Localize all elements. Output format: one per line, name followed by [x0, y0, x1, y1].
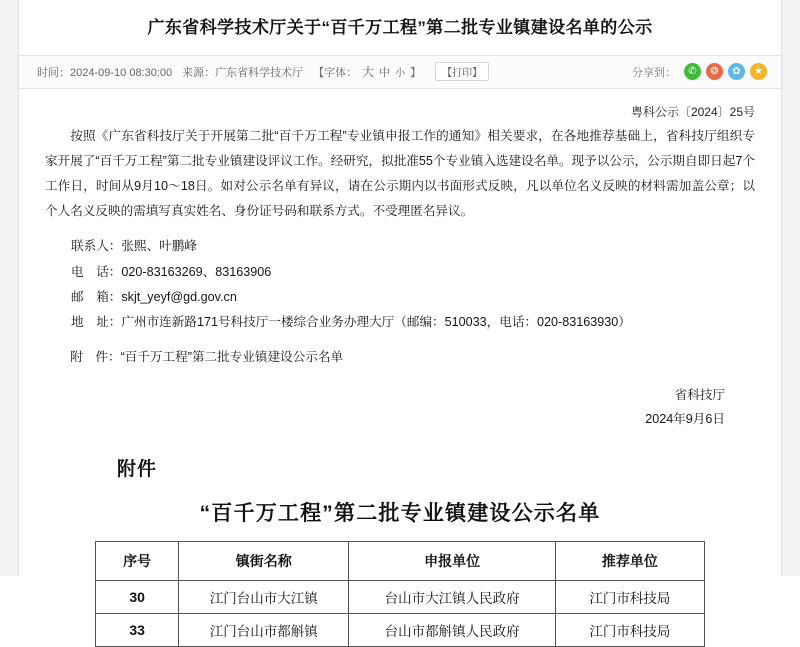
attachment-heading: 附件 [117, 459, 158, 481]
signature-date: 2024年9月6日 [645, 412, 725, 427]
cell-town: 江门台山市都斛镇 [179, 614, 349, 647]
font-size-prefix: 【字体： [313, 66, 358, 79]
cell-recommender: 江门市科技局 [555, 614, 704, 647]
body-paragraph: 按照《广东省科技厅关于开展第二批“百千万工程”专业镇申报工作的通知》相关要求，在各地推荐基础上，省科技厅组织专家开展了“百千万工程”第二批专业镇建设评议工作。经研究，拟批准55个专业镇入选建设名单。现予以公示，公示期自即日起7个工作日，时间从9月10～18日。如对公示名单有异议，请在公示期内以书面形式反映，凡以单位名义反映的材料需加盖公章；以个人名义反映的需填写真实姓名、身份证号码和联系方式。不受理匿名异议。 [45, 128, 755, 219]
column-header-applicant: 申报单位 [349, 542, 556, 581]
contact-person: 联系人：张熙、叶鹏峰 [71, 239, 197, 254]
column-header-town: 镇街名称 [179, 542, 349, 581]
left-page-margin [0, 0, 19, 576]
cell-recommender: 江门市科技局 [555, 581, 704, 614]
cell-no: 33 [96, 614, 179, 647]
meta-left-group [37, 62, 632, 81]
font-size-suffix: 】 [410, 66, 422, 79]
wechat-icon[interactable]: ✆ [684, 63, 701, 80]
cell-applicant: 台山市都斛镇人民政府 [349, 614, 556, 647]
publish-time: 时间：2024-09-10 08:30:00 [37, 66, 173, 79]
table-row [96, 614, 705, 647]
contact-block [19, 226, 781, 335]
right-page-margin [781, 0, 800, 576]
signature-org: 省科技厅 [674, 388, 725, 403]
font-size-large-button[interactable]: 大 [362, 65, 375, 80]
page-title: 广东省科学技术厅关于“百千万工程”第二批专业镇建设名单的公示 [147, 18, 653, 37]
document-number: 粤科公示〔2024〕25号 [630, 104, 755, 119]
meta-bar [19, 55, 781, 89]
table-row [96, 581, 705, 614]
attachment-list-title: “百千万工程”第二批专业镇建设公示名单 [199, 502, 601, 526]
font-size-small-button[interactable]: 小 [395, 68, 406, 80]
attachment-line: 附 件：“百千万工程”第二批专业镇建设公示名单 [70, 350, 344, 365]
cell-town: 江门台山市大江镇 [179, 581, 349, 614]
table-header-row [96, 542, 705, 581]
contact-email: 邮 箱：skjt_yeyf@gd.gov.cn [71, 289, 237, 304]
column-header-recommender: 推荐单位 [555, 542, 704, 581]
print-button[interactable]: 【打印】 [435, 62, 489, 81]
contact-phone: 电 话：020-83163269、83163906 [71, 264, 272, 279]
font-size-medium-button[interactable]: 中 [379, 66, 391, 79]
column-header-no: 序号 [96, 542, 179, 581]
signature-block [19, 370, 781, 432]
share-label: 分享到： [632, 66, 676, 79]
cell-applicant: 台山市大江镇人民政府 [349, 581, 556, 614]
font-size-controls[interactable] [313, 63, 421, 80]
qq-icon[interactable]: ✿ [728, 63, 745, 80]
document-content [19, 0, 781, 640]
cell-no: 30 [96, 581, 179, 614]
document-body [19, 124, 781, 225]
source-label: 来源：广东省科学技术厅 [182, 66, 304, 79]
town-list-table [95, 541, 705, 647]
weibo-icon[interactable]: ❂ [706, 63, 723, 80]
contact-address: 地 址：广州市连新路171号科技厅一楼综合业务办理大厅（邮编：510033，电话：020-83163930） [71, 314, 631, 329]
favorite-star-icon[interactable]: ★ [750, 63, 767, 80]
share-group [632, 63, 767, 80]
